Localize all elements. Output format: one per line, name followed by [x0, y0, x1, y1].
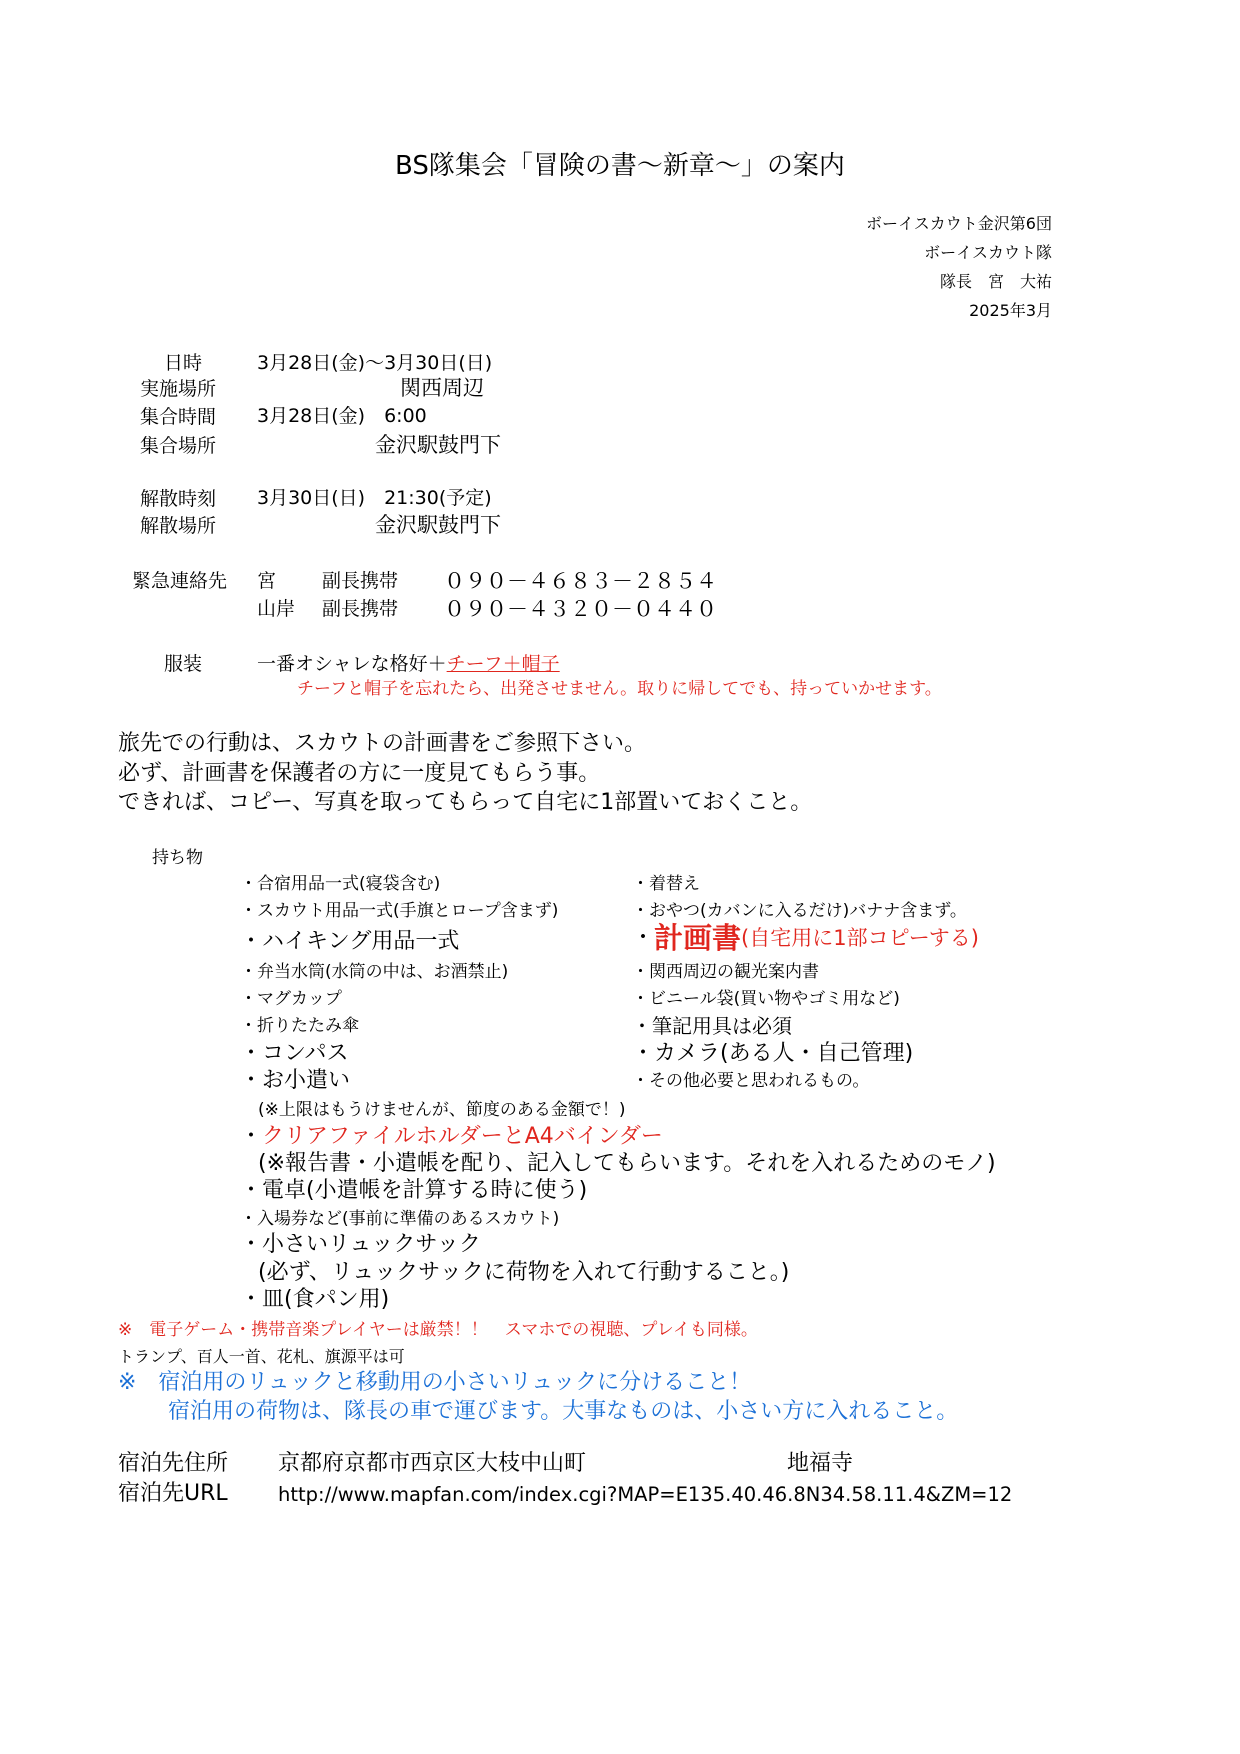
dismiss-place-value: 金沢駅鼓門下: [375, 513, 501, 537]
list-item: ・ビニール袋(買い物やゴミ用など): [632, 989, 900, 1009]
leader-name: 隊長 宮 大祐: [939, 272, 1052, 291]
issue-date: 2025年3月: [969, 301, 1052, 320]
dismiss-place-label: 解散場所: [140, 515, 217, 537]
list-item: ・電卓(小遣帳を計算する時に使う): [240, 1178, 588, 1203]
datetime-label: 日時: [164, 352, 203, 374]
list-item: ・小さいリュックサック: [240, 1232, 481, 1257]
org-name: ボーイスカウト金沢第6団: [865, 214, 1052, 233]
bullet: ・: [632, 925, 655, 951]
plan-document-note: (自宅用に1部コピーする): [741, 926, 979, 950]
list-item: ・マグカップ: [240, 989, 342, 1009]
list-item: ・ハイキング用品一式: [240, 929, 460, 954]
list-item: ・筆記用具は必須: [632, 1014, 792, 1038]
meet-place-label: 集合場所: [140, 435, 217, 457]
dismiss-time-label: 解散時刻: [140, 488, 217, 510]
attire-value: [257, 655, 560, 674]
binder-item: クリアファイルホルダーとA4バインダー: [262, 1124, 663, 1149]
list-item: ・入場券など(事前に準備のあるスカウト): [240, 1209, 560, 1229]
lodging-url[interactable]: http://www.mapfan.com/index.cgi?MAP=E135.40.46.8N34.58.11.4&ZM=12: [278, 1483, 1013, 1506]
list-item: ・着替え: [632, 874, 700, 894]
bag-warning: ※ 宿泊用のリュックと移動用の小さいリュックに分けること！: [118, 1370, 752, 1395]
list-item: ・スカウト用品一式(手旗とロープ含まず): [240, 901, 559, 921]
bag-warning-detail: 宿泊用の荷物は、隊長の車で運びます。大事なものは、小さい方に入れること。: [168, 1399, 959, 1424]
list-item: ・コンパス: [240, 1041, 349, 1066]
list-item: ・おやつ(カバンに入るだけ)バナナ含まず。: [632, 901, 967, 921]
list-item: ・関西周辺の観光案内書: [632, 962, 819, 982]
bullet: ・: [240, 1124, 263, 1149]
page-title: BS隊集会「冒険の書～新章～」の案内: [395, 151, 845, 181]
list-item-note: (必ず、リュックサックに荷物を入れて行動すること。): [258, 1260, 790, 1285]
contact-name: 山岸: [257, 598, 296, 620]
attire-plain: 一番オシャレな格好＋: [257, 653, 447, 675]
list-item: ・合宿用品一式(寝袋含む): [240, 874, 441, 894]
game-ban-warning: ※ 電子ゲーム・携帯音楽プレイヤーは厳禁！！ スマホでの視聴、プレイも同様。: [118, 1320, 758, 1340]
list-item-note: (※報告書・小遣帳を配り、記入してもらいます。それを入れるためのモノ): [258, 1151, 996, 1176]
list-item: ・その他必要と思われるもの。: [632, 1071, 870, 1091]
meet-place-value: 金沢駅鼓門下: [375, 433, 501, 457]
list-item: ・折りたたみ傘: [240, 1016, 359, 1036]
list-item: ・弁当水筒(水筒の中は、お酒禁止): [240, 962, 509, 982]
meet-time-label: 集合時間: [140, 406, 217, 428]
list-item: ・皿(食パン用): [240, 1287, 390, 1312]
datetime-value: 3月28日(金)～3月30日(日): [257, 352, 493, 374]
note-line: 旅先での行動は、スカウトの計画書をご参照下さい。: [118, 731, 647, 756]
lodging-address: 京都府京都市西京区大枝中山町: [278, 1451, 587, 1476]
belongings-label: 持ち物: [152, 848, 203, 868]
list-item: [632, 921, 979, 955]
emergency-label: 緊急連絡先: [132, 570, 228, 592]
venue-label: 実施場所: [140, 378, 217, 400]
venue-value: 関西周辺: [400, 376, 484, 400]
list-item: [240, 1126, 663, 1148]
attire-warning: チーフと帽子を忘れたら、出発させません。取りに帰してでも、持っていかせます。: [297, 679, 942, 699]
list-item-note: (※上限はもうけませんが、節度のある金額で！): [258, 1100, 626, 1120]
meet-time-value: 3月28日(金) 6:00: [257, 405, 427, 427]
dismiss-time-value: 3月30日(日) 21:30(予定): [257, 487, 492, 509]
contact-phone: ０９０－４３２０－０４４０: [444, 597, 717, 621]
note-line: できれば、コピー、写真を取ってもらって自宅に1部置いておくこと。: [118, 790, 813, 815]
contact-role: 副長携帯: [322, 570, 399, 592]
games-allowed-note: トランプ、百人一首、花札、旗源平は可: [118, 1347, 405, 1366]
lodging-name: 地福寺: [787, 1451, 854, 1476]
contact-name: 宮: [257, 570, 277, 592]
list-item: ・お小遣い: [240, 1068, 351, 1093]
lodging-url-label: 宿泊先URL: [118, 1481, 228, 1506]
contact-role: 副長携帯: [322, 598, 399, 620]
attire-required: チーフ＋帽子: [446, 653, 560, 675]
troop-name: ボーイスカウト隊: [924, 243, 1052, 262]
attire-label: 服装: [164, 653, 203, 675]
lodging-address-label: 宿泊先住所: [118, 1451, 229, 1476]
contact-phone: ０９０－４６８３－２８５４: [444, 569, 717, 593]
plan-document-item: 計画書: [654, 921, 742, 955]
note-line: 必ず、計画書を保護者の方に一度見てもらう事。: [118, 761, 601, 786]
list-item: ・カメラ(ある人・自己管理): [632, 1041, 914, 1066]
